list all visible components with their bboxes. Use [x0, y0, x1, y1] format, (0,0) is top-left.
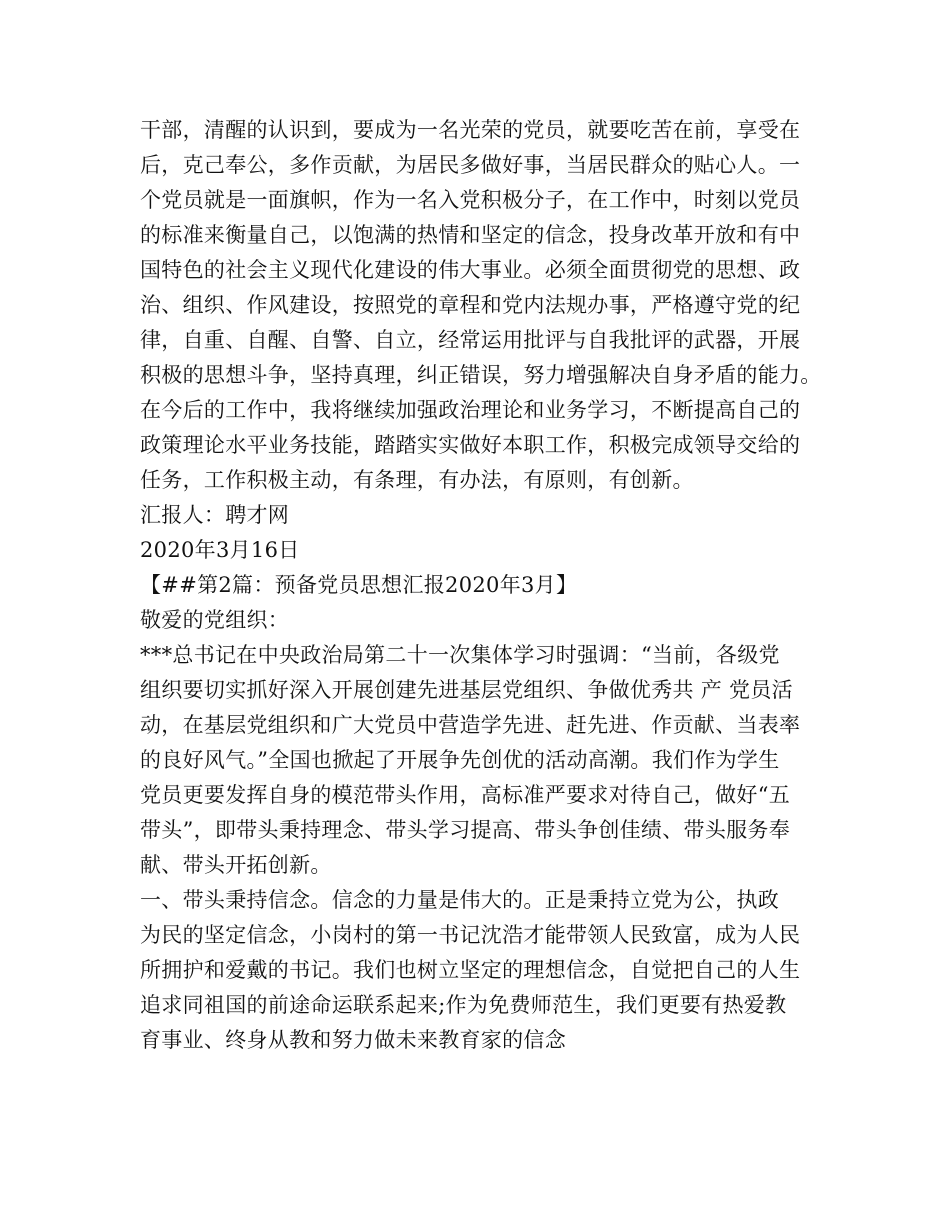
paragraph-line: 个党员就是一面旗帜，作为一名入党积极分子，在工作中，时刻以党员 [140, 188, 801, 212]
paragraph-line: 后，克己奉公，多作贡献，为居民多做好事，当居民群众的贴心人。一 [140, 153, 801, 177]
paragraph-line: 追求同祖国的前途命运联系起来;作为免费师范生，我们更要有热爱教 [140, 993, 787, 1017]
paragraph-line: 任务，工作积极主动，有条理，有办法，有原则，有创新。 [140, 468, 694, 492]
paragraph-line: 国特色的社会主义现代化建设的伟大事业。必须全面贯彻党的思想、政 [140, 258, 801, 282]
paragraph-line: 治、组织、作风建设，按照党的章程和党内法规办事，严格遵守党的纪 [140, 293, 801, 317]
paragraph-line: 育事业、终身从教和努力做未来教育家的信念 [140, 1028, 566, 1052]
paragraph-line: 干部，清醒的认识到，要成为一名光荣的党员，就要吃苦在前，享受在 [140, 118, 801, 142]
paragraph-line: 律，自重、自醒、自警、自立，经常运用批评与自我批评的武器，开展 [140, 328, 801, 352]
paragraph-line: 带头”，即带头秉持理念、带头学习提高、带头争创佳绩、带头服务奉 [140, 818, 791, 842]
paragraph-line: 的良好风气。”全国也掀起了开展争先创优的活动高潮。我们作为学生 [140, 748, 780, 772]
paragraph-line: 所拥护和爱戴的书记。我们也树立坚定的理想信念，自觉把自己的人生 [140, 958, 801, 982]
paragraph-line: 献、带头开拓创新。 [140, 853, 332, 877]
paragraph-line: 政策理论水平业务技能，踏踏实实做好本职工作，积极完成领导交给的 [140, 433, 801, 457]
paragraph-line: 在今后的工作中，我将继续加强政治理论和业务学习，不断提高自己的 [140, 398, 801, 422]
paragraph-line: 党员更要发挥自身的模范带头作用，高标准严要求对待自己，做好“五 [140, 783, 791, 807]
section-heading: 【##第2篇：预备党员思想汇报2020年3月】 [140, 573, 578, 597]
paragraph-line: 积极的思想斗争，坚持真理，纠正错误，努力增强解决自身矛盾的能力。 [140, 363, 822, 387]
reporter-line: 汇报人：聘才网 [140, 503, 290, 527]
paragraph-line: 一、带头秉持信念。信念的力量是伟大的。正是秉持立党为公，执政 [140, 888, 779, 912]
salutation-line: 敬爱的党组织： [140, 608, 290, 632]
paragraph-line: ***总书记在中央政治局第二十一次集体学习时强调：“当前，各级党 [140, 643, 780, 667]
paragraph-line: 动，在基层党组织和广大党员中营造学先进、赶先进、作贡献、当表率 [140, 713, 801, 737]
paragraph-line: 的标准来衡量自己，以饱满的热情和坚定的信念，投身改革开放和有中 [140, 223, 801, 247]
paragraph-line: 组织要切实抓好深入开展创建先进基层党组织、争做优秀共 产 党员活 [140, 678, 793, 702]
date-line: 2020年3月16日 [140, 538, 300, 562]
paragraph-line: 为民的坚定信念，小岗村的第一书记沈浩才能带领人民致富，成为人民 [140, 923, 801, 947]
